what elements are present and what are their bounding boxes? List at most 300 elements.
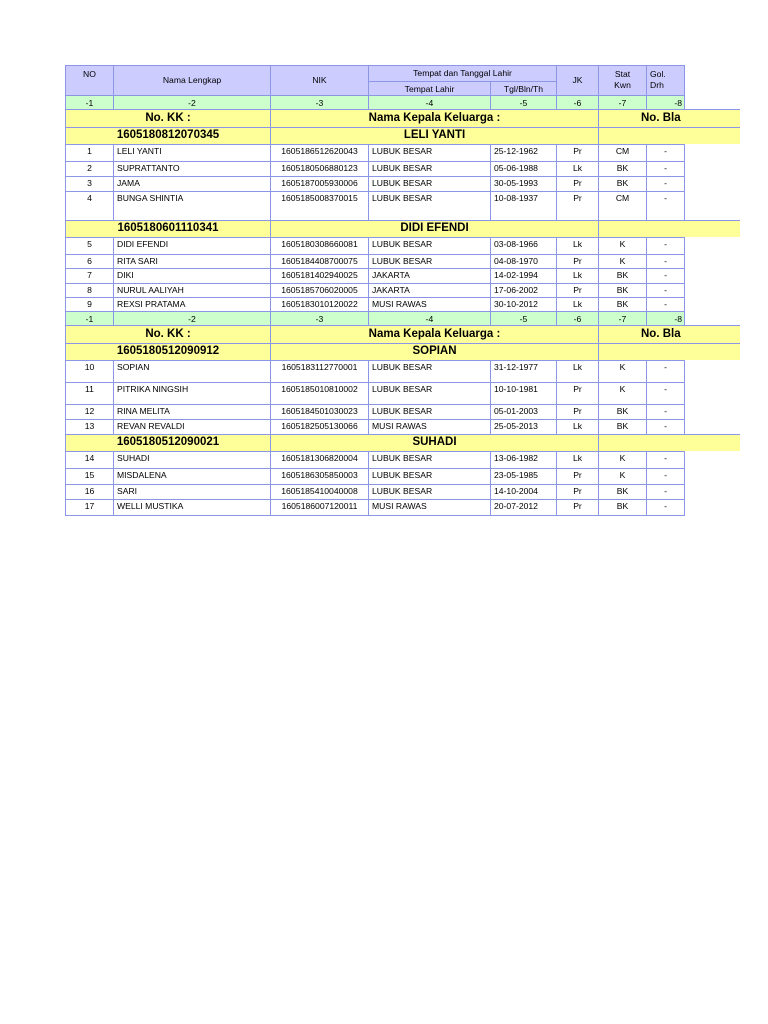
no-bla-text: No. Bla — [641, 328, 681, 340]
kepala-text: Nama Kepala Keluarga : — [368, 328, 501, 340]
cell-stat-value: BK — [616, 486, 629, 496]
kepala-label — [270, 109, 598, 127]
cell-nik — [270, 237, 368, 254]
table-row — [65, 283, 685, 297]
cell-place — [368, 484, 490, 499]
cell-gol — [646, 191, 685, 220]
family-block-number — [598, 343, 740, 360]
cell-place — [368, 237, 490, 254]
cell-nik — [270, 468, 368, 484]
cell-nik-value: 1605180308660081 — [281, 239, 358, 249]
index-cell — [646, 95, 685, 109]
table-row — [65, 468, 685, 484]
cell-date — [490, 451, 556, 468]
cell-no — [65, 404, 113, 419]
cell-nik-value: 1605185008370015 — [281, 193, 358, 203]
cell-gol — [646, 419, 685, 434]
cell-jk-value: Pr — [573, 406, 582, 416]
cell-name — [113, 191, 270, 220]
cell-name — [113, 404, 270, 419]
cell-no — [65, 176, 113, 191]
cell-date — [490, 191, 556, 220]
index-value: -2 — [188, 98, 196, 108]
cell-gol — [646, 404, 685, 419]
cell-date — [490, 254, 556, 268]
cell-date-value: 25-05-2013 — [494, 421, 538, 431]
cell-jk-value: Lk — [572, 239, 583, 249]
cell-name-value: MISDALENA — [117, 470, 167, 480]
header-jk-label: JK — [572, 75, 583, 85]
cell-nik — [270, 360, 368, 382]
index-cell — [556, 95, 598, 109]
cell-name — [113, 176, 270, 191]
family-head-value: SOPIAN — [412, 345, 457, 357]
cell-gol-value: - — [664, 406, 667, 416]
index-value: -8 — [674, 98, 682, 108]
cell-stat-value: K — [619, 470, 626, 480]
cell-place-value: LUBUK BESAR — [372, 384, 433, 394]
cell-no-value: 1 — [87, 146, 92, 156]
cell-gol-value: - — [664, 384, 667, 394]
cell-jk — [556, 176, 598, 191]
cell-name-value: DIKI — [117, 270, 134, 280]
family-kk-number — [65, 220, 270, 237]
cell-place — [368, 382, 490, 404]
no-bla-text: No. Bla — [641, 112, 681, 124]
cell-date-value: 14-02-1994 — [494, 270, 538, 280]
cell-stat-value: BK — [616, 270, 629, 280]
cell-name — [113, 283, 270, 297]
cell-stat-value: K — [619, 453, 626, 463]
cell-stat — [598, 297, 646, 311]
index-cell — [65, 311, 113, 325]
cell-gol — [646, 176, 685, 191]
header-ttl — [368, 65, 556, 81]
index-cell — [65, 95, 113, 109]
index-value: -4 — [425, 314, 434, 324]
cell-gol-value: - — [664, 270, 667, 280]
index-cell — [598, 311, 646, 325]
cell-nik — [270, 144, 368, 161]
index-cell — [368, 95, 490, 109]
header-tempat-label: Tempat Lahir — [404, 84, 455, 94]
cell-no-value: 15 — [84, 470, 95, 480]
cell-place — [368, 161, 490, 176]
cell-date-value: 10-10-1981 — [494, 384, 538, 394]
cell-place-value: MUSI RAWAS — [372, 421, 427, 431]
header-tempat — [368, 81, 490, 95]
family-head-value: DIDI EFENDI — [400, 222, 469, 234]
cell-gol-value: - — [664, 193, 667, 203]
cell-nik-value: 1605181306820004 — [281, 453, 358, 463]
cell-gol — [646, 254, 685, 268]
cell-no-value: 11 — [85, 384, 94, 394]
cell-gol — [646, 297, 685, 311]
cell-nik-value: 1605183010120022 — [281, 299, 358, 309]
family-kk-value: 1605180512090912 — [116, 345, 220, 357]
cell-stat-value: CM — [615, 193, 630, 203]
index-cell — [490, 311, 556, 325]
cell-nik-value: 1605185706020005 — [281, 285, 358, 295]
family-block-number — [598, 127, 740, 144]
cell-no — [65, 360, 113, 382]
index-cell — [646, 311, 685, 325]
cell-stat — [598, 268, 646, 283]
cell-jk-value: Pr — [573, 384, 582, 394]
cell-no — [65, 297, 113, 311]
index-cell — [270, 95, 368, 109]
cell-gol — [646, 499, 685, 515]
header-gol-label: Gol. Drh — [650, 69, 666, 90]
cell-no — [65, 283, 113, 297]
cell-name — [113, 484, 270, 499]
cell-date-value: 05-01-2003 — [494, 406, 538, 416]
cell-gol-value: - — [664, 299, 667, 309]
cell-gol — [646, 484, 685, 499]
cell-stat — [598, 382, 646, 404]
cell-stat — [598, 176, 646, 191]
cell-stat-value: K — [619, 362, 626, 372]
table-row — [65, 382, 685, 404]
cell-place-value: LUBUK BESAR — [372, 406, 433, 416]
index-value: -5 — [519, 98, 528, 108]
no-bla-label — [598, 325, 740, 343]
cell-jk-value: Lk — [572, 362, 583, 372]
index-cell — [598, 95, 646, 109]
cell-no-value: 5 — [87, 239, 92, 249]
header-nama-label: Nama Lengkap — [162, 75, 222, 85]
cell-date-value: 03-08-1966 — [494, 239, 538, 249]
cell-gol-value: - — [664, 146, 667, 156]
cell-no — [65, 237, 113, 254]
family-head-name — [270, 220, 598, 237]
table-row — [65, 419, 685, 434]
family-kk-number — [65, 434, 270, 451]
cell-nik — [270, 297, 368, 311]
cell-jk-value: Lk — [572, 453, 583, 463]
table-row — [65, 499, 685, 515]
cell-name — [113, 254, 270, 268]
cell-name-value: SARI — [117, 486, 138, 496]
header-jk — [556, 65, 598, 95]
cell-no — [65, 499, 113, 515]
table-row — [65, 176, 685, 191]
cell-jk-value: Pr — [573, 193, 582, 203]
cell-date — [490, 382, 556, 404]
cell-nik — [270, 191, 368, 220]
family-kk-value: 1605180512090021 — [116, 436, 220, 448]
cell-nik-value: 1605187005930006 — [281, 178, 358, 188]
cell-name-value: SUHADI — [117, 453, 150, 463]
cell-date — [490, 484, 556, 499]
cell-jk — [556, 484, 598, 499]
cell-stat — [598, 254, 646, 268]
cell-place-value: LUBUK BESAR — [372, 486, 433, 496]
cell-gol-value: - — [664, 256, 667, 266]
family-header-row — [65, 343, 740, 360]
cell-nik-value: 1605182505130066 — [281, 421, 358, 431]
cell-date-value: 30-05-1993 — [494, 178, 538, 188]
cell-jk-value: Pr — [573, 178, 582, 188]
header-no — [65, 65, 113, 95]
cell-jk — [556, 451, 598, 468]
cell-place — [368, 268, 490, 283]
cell-name — [113, 268, 270, 283]
cell-date-value: 10-08-1937 — [494, 193, 538, 203]
cell-no-value: 8 — [87, 285, 92, 295]
kepala-label — [270, 325, 598, 343]
index-cell — [113, 95, 270, 109]
cell-date — [490, 499, 556, 515]
cell-no — [65, 161, 113, 176]
cell-no-value: 10 — [84, 362, 95, 372]
table-row — [65, 254, 685, 268]
cell-name-value: BUNGA SHINTIA — [117, 193, 184, 203]
cell-stat-value: BK — [616, 501, 629, 511]
cell-no-value: 7 — [87, 270, 92, 280]
index-value: -1 — [85, 314, 94, 324]
cell-place — [368, 176, 490, 191]
family-head-name — [270, 434, 598, 451]
cell-place — [368, 404, 490, 419]
index-value: -7 — [618, 98, 627, 108]
cell-date-value: 04-08-1970 — [494, 256, 538, 266]
cell-place-value: MUSI RAWAS — [372, 501, 427, 511]
cell-place — [368, 360, 490, 382]
cell-no — [65, 191, 113, 220]
cell-stat — [598, 468, 646, 484]
cell-stat — [598, 499, 646, 515]
cell-jk — [556, 404, 598, 419]
cell-date — [490, 144, 556, 161]
cell-name — [113, 360, 270, 382]
cell-gol — [646, 237, 685, 254]
cell-gol — [646, 268, 685, 283]
cell-place-value: LUBUK BESAR — [372, 256, 433, 266]
index-value: -5 — [519, 314, 528, 324]
cell-stat — [598, 237, 646, 254]
cell-no-value: 9 — [87, 299, 92, 309]
index-value: -1 — [85, 98, 94, 108]
cell-gol — [646, 161, 685, 176]
cell-stat — [598, 404, 646, 419]
index-cell — [270, 311, 368, 325]
index-value: -4 — [425, 98, 434, 108]
cell-stat-value: BK — [616, 421, 629, 431]
cell-place-value: LUBUK BESAR — [372, 470, 433, 480]
cell-name-value: RINA MELITA — [117, 406, 170, 416]
cell-name — [113, 297, 270, 311]
header-gol — [646, 65, 685, 95]
cell-date — [490, 283, 556, 297]
index-cell — [368, 311, 490, 325]
cell-date-value: 23-05-1985 — [494, 470, 538, 480]
cell-name-value: SUPRATTANTO — [117, 163, 180, 173]
cell-nik-value: 1605186007120011 — [281, 501, 358, 511]
header-nama — [113, 65, 270, 95]
family-kk-number — [65, 343, 270, 360]
cell-date — [490, 419, 556, 434]
cell-stat — [598, 419, 646, 434]
cell-stat-value: BK — [616, 178, 629, 188]
header-stat — [598, 65, 646, 95]
family-label-row — [65, 325, 740, 343]
table-bottom-border — [65, 515, 685, 516]
cell-no-value: 17 — [84, 501, 95, 511]
cell-date — [490, 268, 556, 283]
cell-name — [113, 382, 270, 404]
index-value: -3 — [315, 98, 324, 108]
cell-jk-value: Lk — [572, 163, 583, 173]
cell-date-value: 25-12-1962 — [494, 146, 538, 156]
kepala-text: Nama Kepala Keluarga : — [368, 112, 501, 124]
index-cell — [556, 311, 598, 325]
family-kk-number — [65, 127, 270, 144]
table-row — [65, 404, 685, 419]
cell-name — [113, 451, 270, 468]
cell-date — [490, 176, 556, 191]
cell-gol-value: - — [664, 362, 667, 372]
cell-stat — [598, 360, 646, 382]
cell-place — [368, 468, 490, 484]
cell-name — [113, 144, 270, 161]
index-value: -6 — [573, 314, 582, 324]
family-block-number — [598, 434, 740, 451]
header-no-label: NO — [83, 69, 96, 79]
cell-place-value: LUBUK BESAR — [372, 146, 433, 156]
cell-nik-value: 1605186305850003 — [281, 470, 358, 480]
cell-name-value: DIDI EFENDI — [117, 239, 169, 249]
cell-jk — [556, 468, 598, 484]
cell-jk — [556, 382, 598, 404]
cell-nik-value: 1605183112770001 — [281, 362, 358, 372]
cell-nik — [270, 268, 368, 283]
cell-gol-value: - — [664, 178, 667, 188]
table-row — [65, 484, 685, 499]
table-row — [65, 144, 685, 161]
cell-gol-value: - — [664, 453, 667, 463]
cell-name-value: JAMA — [117, 178, 140, 188]
cell-jk-value: Pr — [573, 486, 582, 496]
family-head-value: LELI YANTI — [403, 129, 466, 141]
cell-gol-value: - — [664, 501, 667, 511]
cell-gol — [646, 360, 685, 382]
index-value: -2 — [188, 314, 196, 324]
header-ttl-label: Tempat dan Tanggal Lahir — [413, 68, 512, 78]
no-bla-label — [598, 109, 740, 127]
cell-no — [65, 484, 113, 499]
index-value: -8 — [674, 314, 682, 324]
cell-place — [368, 254, 490, 268]
index-cell — [113, 311, 270, 325]
cell-nik — [270, 499, 368, 515]
table-row — [65, 360, 685, 382]
cell-no-value: 16 — [84, 486, 95, 496]
cell-stat-value: K — [619, 384, 626, 394]
cell-stat-value: CM — [615, 146, 630, 156]
cell-gol-value: - — [664, 470, 667, 480]
cell-stat — [598, 451, 646, 468]
cell-place-value: LUBUK BESAR — [372, 362, 433, 372]
cell-jk — [556, 283, 598, 297]
no-kk-text: No. KK : — [145, 112, 191, 124]
no-kk-label — [65, 325, 270, 343]
cell-place — [368, 419, 490, 434]
cell-date-value: 30-10-2012 — [494, 299, 538, 309]
cell-jk — [556, 360, 598, 382]
cell-name-value: REXSI PRATAMA — [117, 299, 186, 309]
index-value: -6 — [573, 98, 582, 108]
cell-jk — [556, 191, 598, 220]
cell-name — [113, 468, 270, 484]
cell-date — [490, 468, 556, 484]
cell-jk — [556, 499, 598, 515]
cell-name-value: LELI YANTI — [117, 146, 162, 156]
cell-place-value: MUSI RAWAS — [372, 299, 427, 309]
cell-place-value: JAKARTA — [372, 270, 410, 280]
cell-no — [65, 268, 113, 283]
cell-stat-value: K — [619, 239, 626, 249]
cell-gol — [646, 144, 685, 161]
cell-gol-value: - — [664, 486, 667, 496]
cell-name-value: RITA SARI — [117, 256, 158, 266]
cell-jk-value: Lk — [572, 270, 583, 280]
cell-name-value: NURUL AALIYAH — [117, 285, 184, 295]
table-row — [65, 451, 685, 468]
cell-nik-value: 1605185010810002 — [281, 384, 358, 394]
cell-place-value: LUBUK BESAR — [372, 178, 433, 188]
header-tgl — [490, 81, 556, 95]
cell-nik — [270, 419, 368, 434]
cell-gol-value: - — [664, 239, 667, 249]
cell-nik — [270, 161, 368, 176]
cell-gol-value: - — [664, 163, 667, 173]
cell-gol — [646, 382, 685, 404]
cell-gol — [646, 283, 685, 297]
family-header-row — [65, 434, 740, 451]
table-row — [65, 297, 685, 311]
cell-no-value: 3 — [87, 178, 92, 188]
family-kk-value: 1605180812070345 — [116, 129, 220, 141]
cell-no — [65, 451, 113, 468]
index-value: -3 — [315, 314, 324, 324]
cell-date-value: 13-06-1982 — [494, 453, 538, 463]
cell-nik-value: 1605180506880123 — [281, 163, 358, 173]
cell-no — [65, 468, 113, 484]
cell-stat — [598, 484, 646, 499]
cell-jk — [556, 254, 598, 268]
cell-name — [113, 419, 270, 434]
cell-no — [65, 254, 113, 268]
index-cell — [490, 95, 556, 109]
cell-no-value: 14 — [84, 453, 95, 463]
cell-gol-value: - — [664, 285, 667, 295]
cell-nik — [270, 283, 368, 297]
cell-stat — [598, 191, 646, 220]
cell-jk — [556, 419, 598, 434]
cell-stat-value: BK — [616, 406, 629, 416]
cell-place — [368, 283, 490, 297]
cell-no-value: 6 — [87, 256, 92, 266]
family-head-value: SUHADI — [412, 436, 457, 448]
cell-name-value: WELLI MUSTIKA — [117, 501, 184, 511]
family-kk-value: 1605180601110341 — [117, 222, 219, 234]
cell-date-value: 20-07-2012 — [494, 501, 538, 511]
cell-place-value: LUBUK BESAR — [372, 163, 433, 173]
cell-name — [113, 237, 270, 254]
cell-place-value: JAKARTA — [372, 285, 410, 295]
cell-date — [490, 297, 556, 311]
